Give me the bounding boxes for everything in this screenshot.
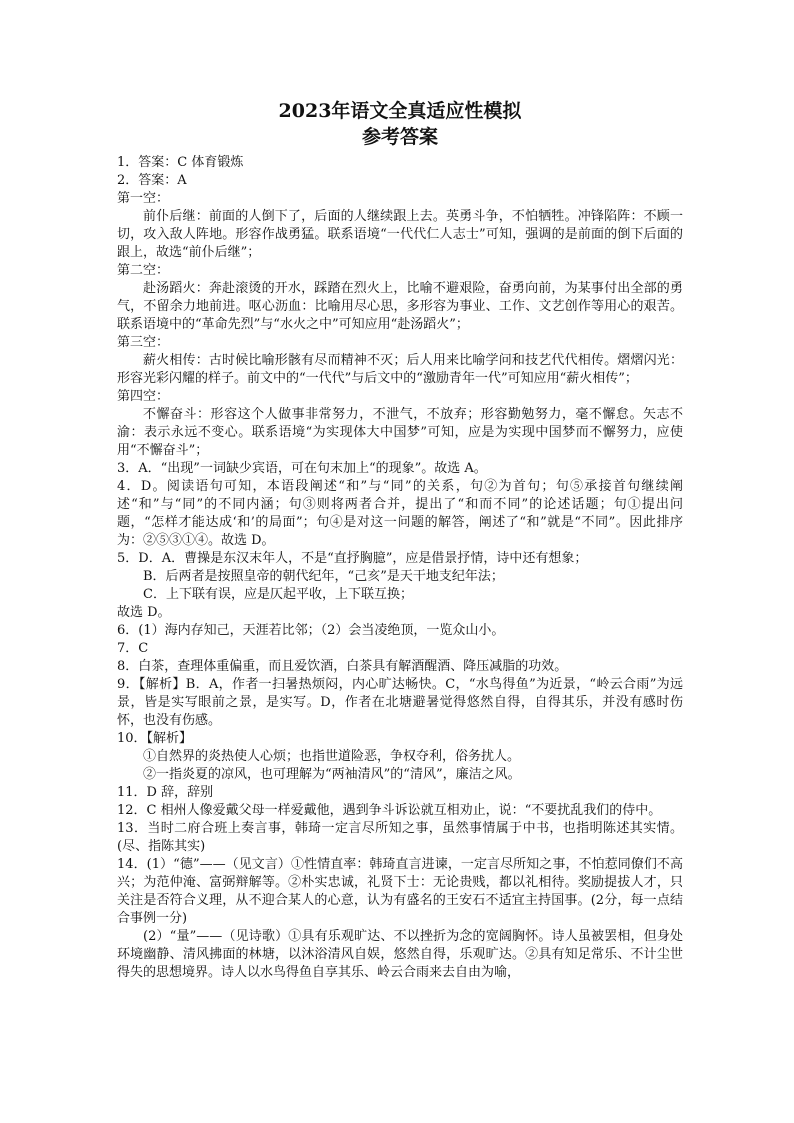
answer-line: B．后两者是按照皇帝的朝代纪年，“己亥”是天干地支纪年法； (143, 569, 504, 584)
answer-body (117, 154, 683, 982)
answer-line: 4．D。阅读语句可知，本语段阐述“和”与“同”的关系，句②为首句；句⑤承接首句继续阐述“和”与“同”的不同内涵；句③则将两者合并，提出了“和而不同”的论述话题；句①提出问题，“怎样才能达成‘和’的局面”；句④是对这一问题的解答，阐述了“和”就是“不同”。因此排序为：②⑤③①④。故选 D。 (117, 479, 683, 548)
answer-line: 8．白茶，查理体重偏重，而且爱饮酒，白茶具有解酒醒酒、降压减脂的功效。 (117, 659, 568, 674)
answer-line: 故选 D。 (117, 605, 171, 620)
answer-line: ②一指炎夏的凉风，也可理解为“两袖清风”的“清风”，廉洁之风。 (143, 767, 521, 782)
answer-line: 赴汤蹈火：奔赴滚烫的开水，踩踏在烈火上，比喻不避艰险，奋勇向前，为某事付出全部的勇气，不留余力地前进。呕心沥血：比喻用尽心思，多形容为事业、工作、文艺创作等用心的艰苦。联系语境中的“革命先烈”与“水火之中”可知应用“赴汤蹈火”； (117, 281, 683, 332)
answer-line: (2）“量”——（见诗歌）①具有乐观旷达、不以挫折为念的宽阔胸怀。诗人虽被罢相，但身处环境幽静、清风拂面的林塘，以沐浴清风自娱，悠然自得，乐观旷达。②具有知足常乐、不计尘世得失的思想境界。诗人以水鸟得鱼自享其乐、岭云合雨来去自由为喻， (117, 929, 683, 980)
answer-line: 第二空： (117, 263, 170, 278)
answer-line: 11．D 辞，辞别 (117, 785, 214, 800)
answer-line: 1．答案：C 体育锻炼 (117, 155, 244, 170)
document-title: 2023年语文全真适应性模拟 (278, 100, 522, 122)
answer-line: 12．C 相州人像爱戴父母一样爱戴他，遇到争斗诉讼就互相劝止，说：“不要扰乱我们的侍中。 (117, 803, 662, 818)
answer-line: 7．C (117, 641, 149, 656)
answer-line: 第四空： (117, 389, 170, 404)
answer-line: 10．【解析】 (117, 731, 193, 746)
answer-line: 第三空： (117, 335, 170, 350)
answer-sheet (117, 98, 683, 982)
answer-line: 不懈奋斗：形容这个人做事非常努力，不泄气，不放弃；形容勤勉努力，毫不懈怠。矢志不渝：表示永远不变心。联系语境“为实现体大中国梦”可知，应是为实现中国梦而不懈努力，应使用“不懈奋斗”； (117, 407, 683, 458)
answer-line: ①自然界的炎热使人心烦；也指世道险恶，争权夺利，俗务扰人。 (143, 749, 521, 764)
answer-line: 6．(1）海内存知己，天涯若比邻；（2）会当凌绝顶，一览众山小。 (117, 623, 505, 638)
answer-line: 第一空： (117, 191, 170, 206)
document-subtitle: 参考答案 (361, 126, 438, 148)
answer-line: 3．A．“出现”一词缺少宾语，可在句末加上“的现象”。故选 A。 (117, 461, 487, 476)
answer-line: 13．当时二府合班上奏言事，韩琦一定言尽所知之事，虽然事情属于中书，也指明陈述其实情。(尽、指陈其实) (117, 821, 683, 854)
answer-line: 5．D．A．曹操是东汉末年人，不是“直抒胸臆”，应是借景抒情，诗中还有想象； (117, 551, 588, 566)
answer-line: 9．【解析】B．A，作者一扫暑热烦闷，内心旷达畅快。C，“水鸟得鱼”为近景，“岭云合雨”为远景，皆是实写眼前之景，是实写。D，作者在北塘避暑觉得悠然自得，自得其乐，并没有感时伤怀，也没有伤感。 (117, 677, 683, 728)
answer-line: C．上下联有误，应是仄起平收，上下联互换； (143, 587, 413, 602)
answer-line: 前仆后继：前面的人倒下了，后面的人继续跟上去。英勇斗争，不怕牺牲。冲锋陷阵：不顾一切，攻入敌人阵地。形容作战勇猛。联系语境“一代代仁人志士”可知，强调的是前面的倒下后面的跟上，故选“前仆后继”； (117, 209, 683, 260)
answer-line: 2．答案：A (117, 173, 187, 188)
answer-line: 薪火相传：古时候比喻形骸有尽而精神不灭；后人用来比喻学问和技艺代代相传。熠熠闪光：形容光彩闪耀的样子。前文中的“一代代”与后文中的“激励青年一代”可知应用“薪火相传”； (117, 353, 683, 386)
answer-line: 14．(1）“德”——（见文言）①性情直率：韩琦直言进谏，一定言尽所知之事，不怕惹同僚们不高兴；为范仲淹、富弼辩解等。②朴实忠诚，礼贤下士：无论贵贱，都以礼相待。奖励提拔人才，只关注是否符合义理，从不迎合某人的心意，认为有盛名的王安石不适宜主持国事。(2分，每一点结合事例一分) (117, 857, 683, 926)
